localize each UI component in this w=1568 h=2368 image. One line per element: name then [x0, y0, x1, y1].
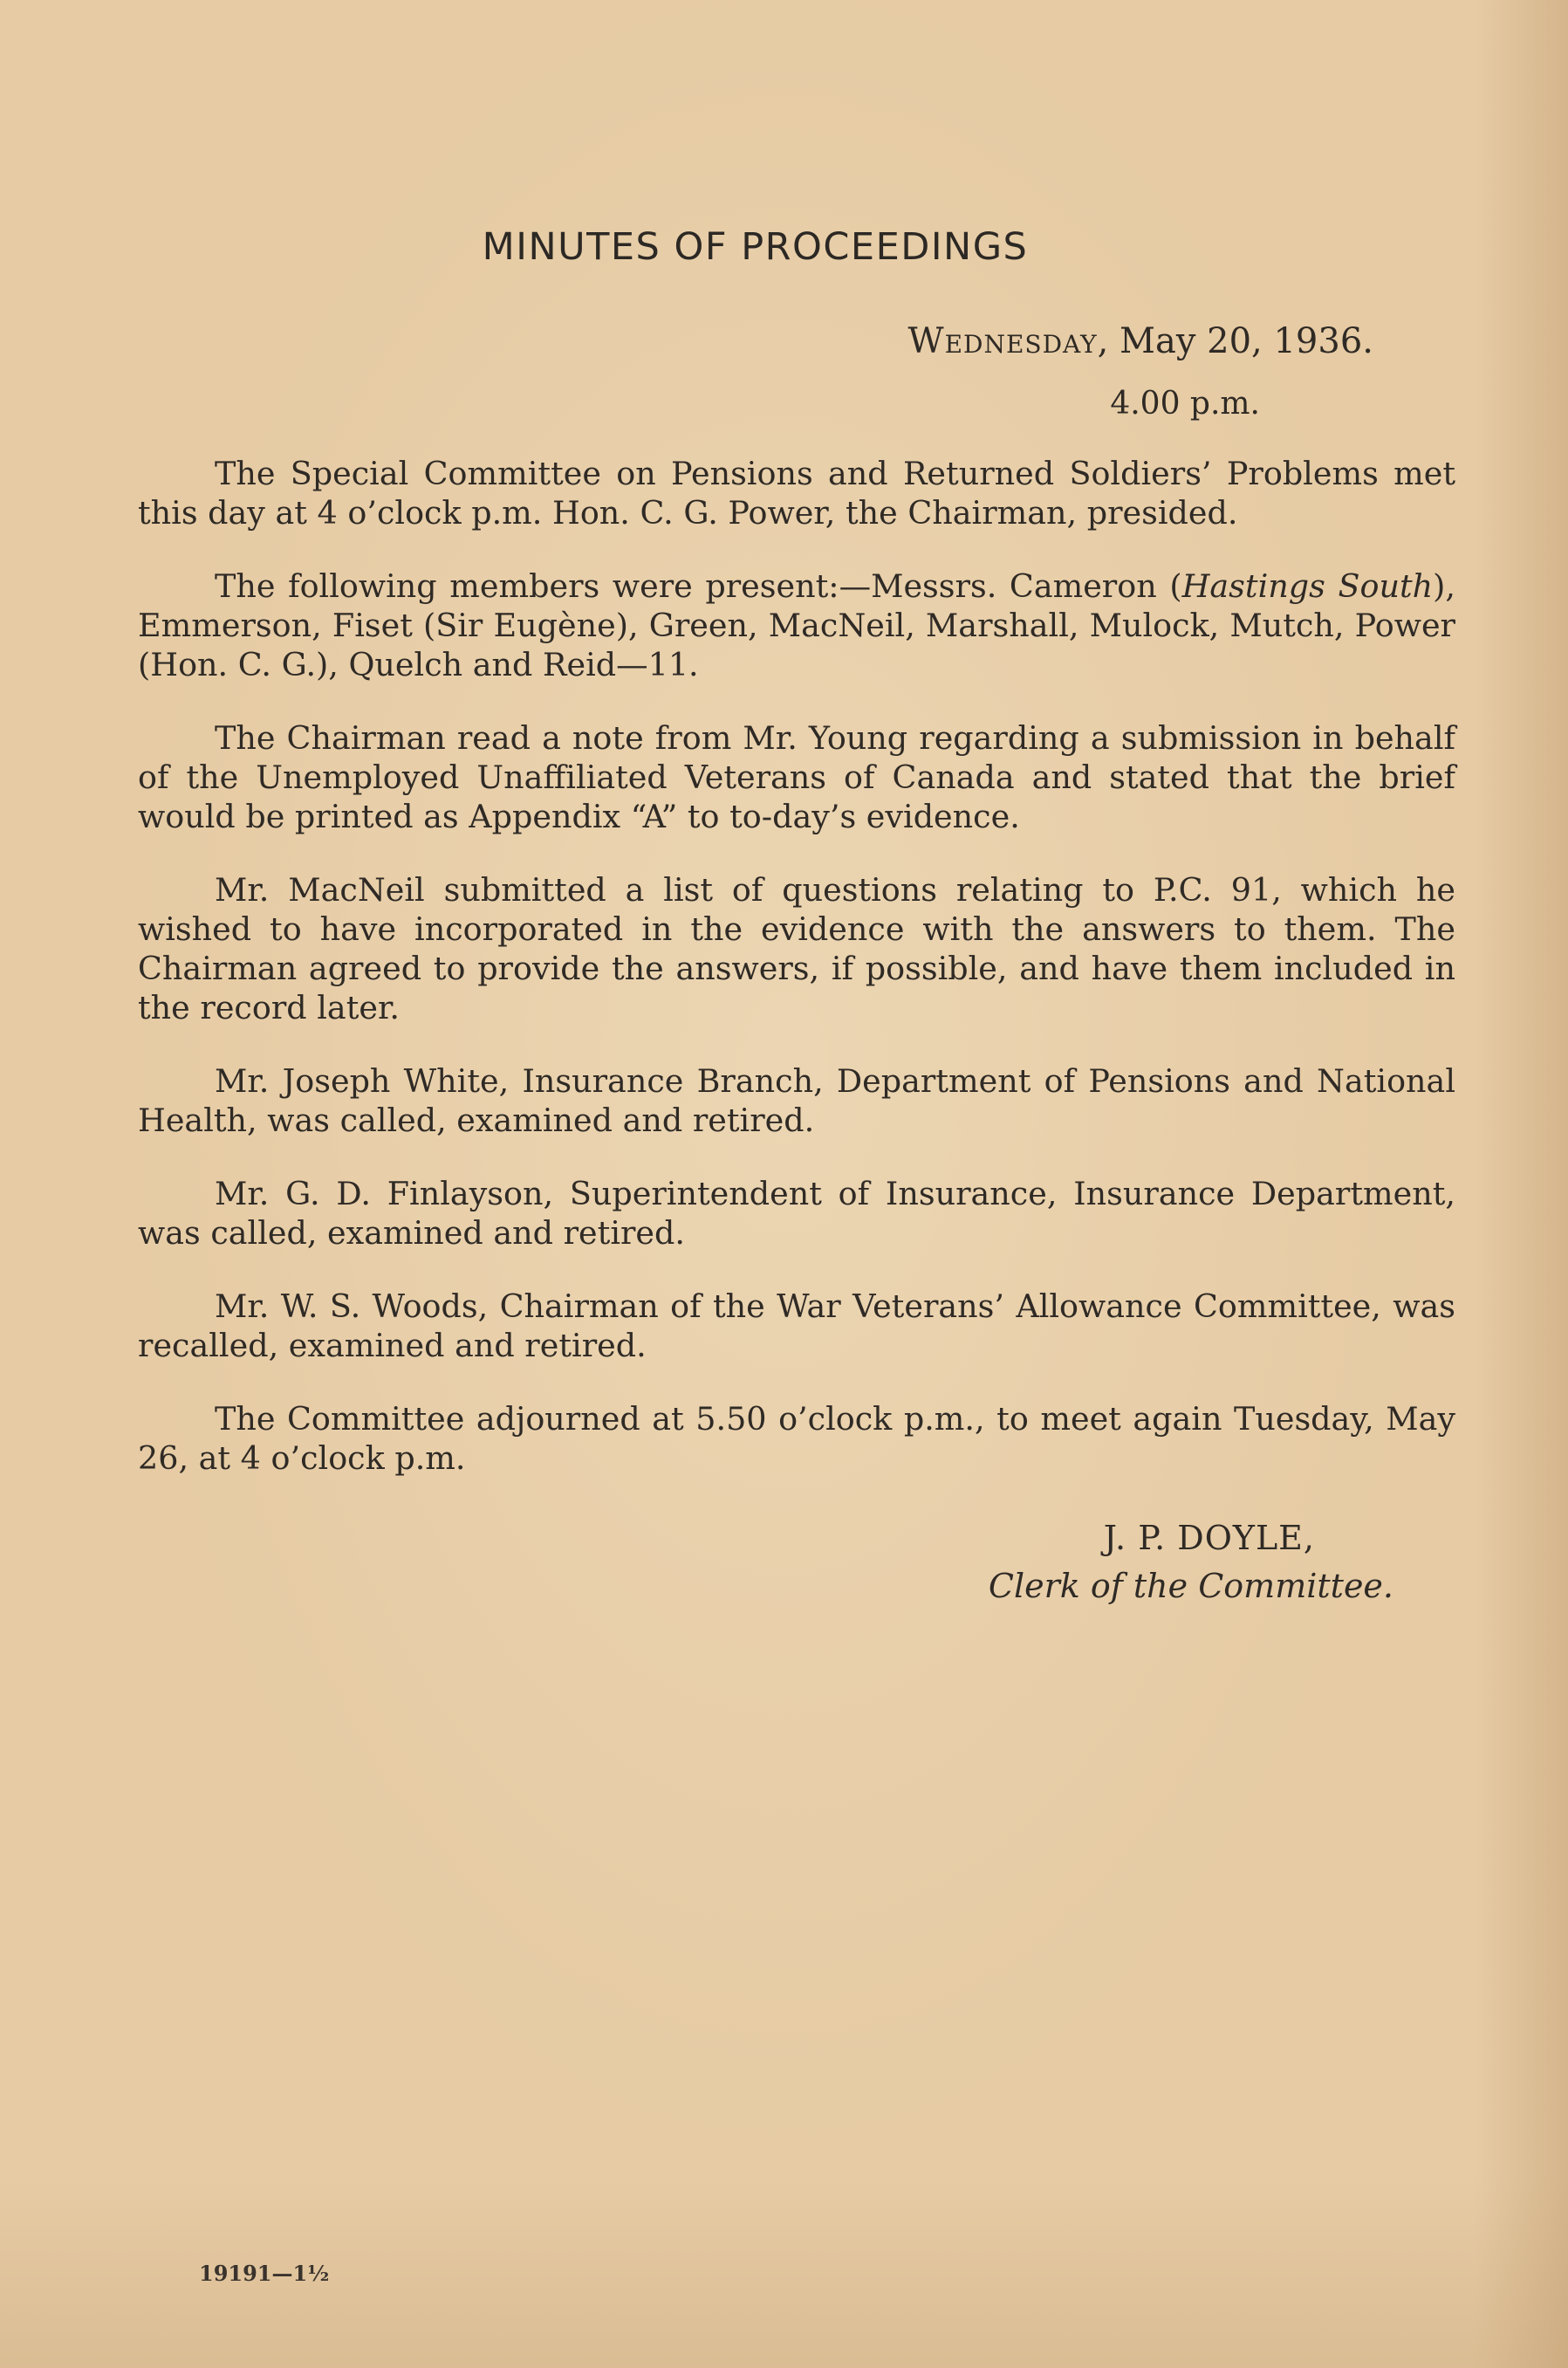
paragraph-committee-met: The Special Committee on Pensions and Returned Soldiers’ Problems met this day at 4 o’clock p.m. Hon. C. G. Power, the Chairman, presided.: [138, 455, 1455, 532]
clerk-title: Clerk of the Committee.: [988, 1567, 1393, 1605]
minutes-body: [138, 454, 1455, 1512]
meeting-date-rest: , May 20, 1936.: [1097, 321, 1373, 361]
paragraph-white-witness: Mr. Joseph White, Insurance Branch, Department of Pensions and National Health, was called, examined and retired.: [138, 1062, 1455, 1139]
meeting-day: Wednesday: [907, 321, 1098, 361]
paragraph-finlayson-witness: Mr. G. D. Finlayson, Superintendent of Insurance, Insurance Department, was called, examined and retired.: [138, 1175, 1455, 1252]
paragraph-members-present: [138, 566, 1455, 684]
clerk-name: J. P. DOYLE,: [1103, 1519, 1315, 1557]
paragraph-chairman-note: The Chairman read a note from Mr. Young regarding a submission in behalf of the Unemployed Unaffiliated Veterans of Canada and stated that the brief would be printed as Appendix “A” to to-day’s evidence.: [138, 719, 1455, 835]
signature-block: [989, 1514, 1393, 1610]
paragraph-woods-witness: Mr. W. S. Woods, Chairman of the War Veterans’ Allowance Committee, was recalled, examined and retired.: [138, 1287, 1455, 1364]
paragraph-adjournment: The Committee adjourned at 5.50 o’clock p.m., to meet again Tuesday, May 26, at 4 o’clock p.m.: [138, 1400, 1455, 1477]
meeting-date: [907, 321, 1373, 361]
paragraph-macneil-questions: Mr. MacNeil submitted a list of questions relating to P.C. 91, which he wished to have incorporated in the evidence with the answers to them. The Chairman agreed to provide the answers, if possible, and have them included in the record later.: [138, 871, 1455, 1026]
page-title: MINUTES OF PROCEEDINGS: [482, 225, 1029, 269]
members-text-a: The following members were present:—Messrs. Cameron (: [215, 567, 1182, 605]
meeting-time: 4.00 p.m.: [1110, 386, 1260, 422]
printer-code: 19191—1½: [199, 2261, 330, 2286]
members-text-b: ), Emmerson, Fiset (Sir Eugène), Green, MacNeil, Marshall, Mulock, Mutch, Power (Hon. C. G.), Quelch and Reid—11.: [138, 567, 1455, 683]
members-constituency: Hastings South: [1181, 567, 1434, 605]
